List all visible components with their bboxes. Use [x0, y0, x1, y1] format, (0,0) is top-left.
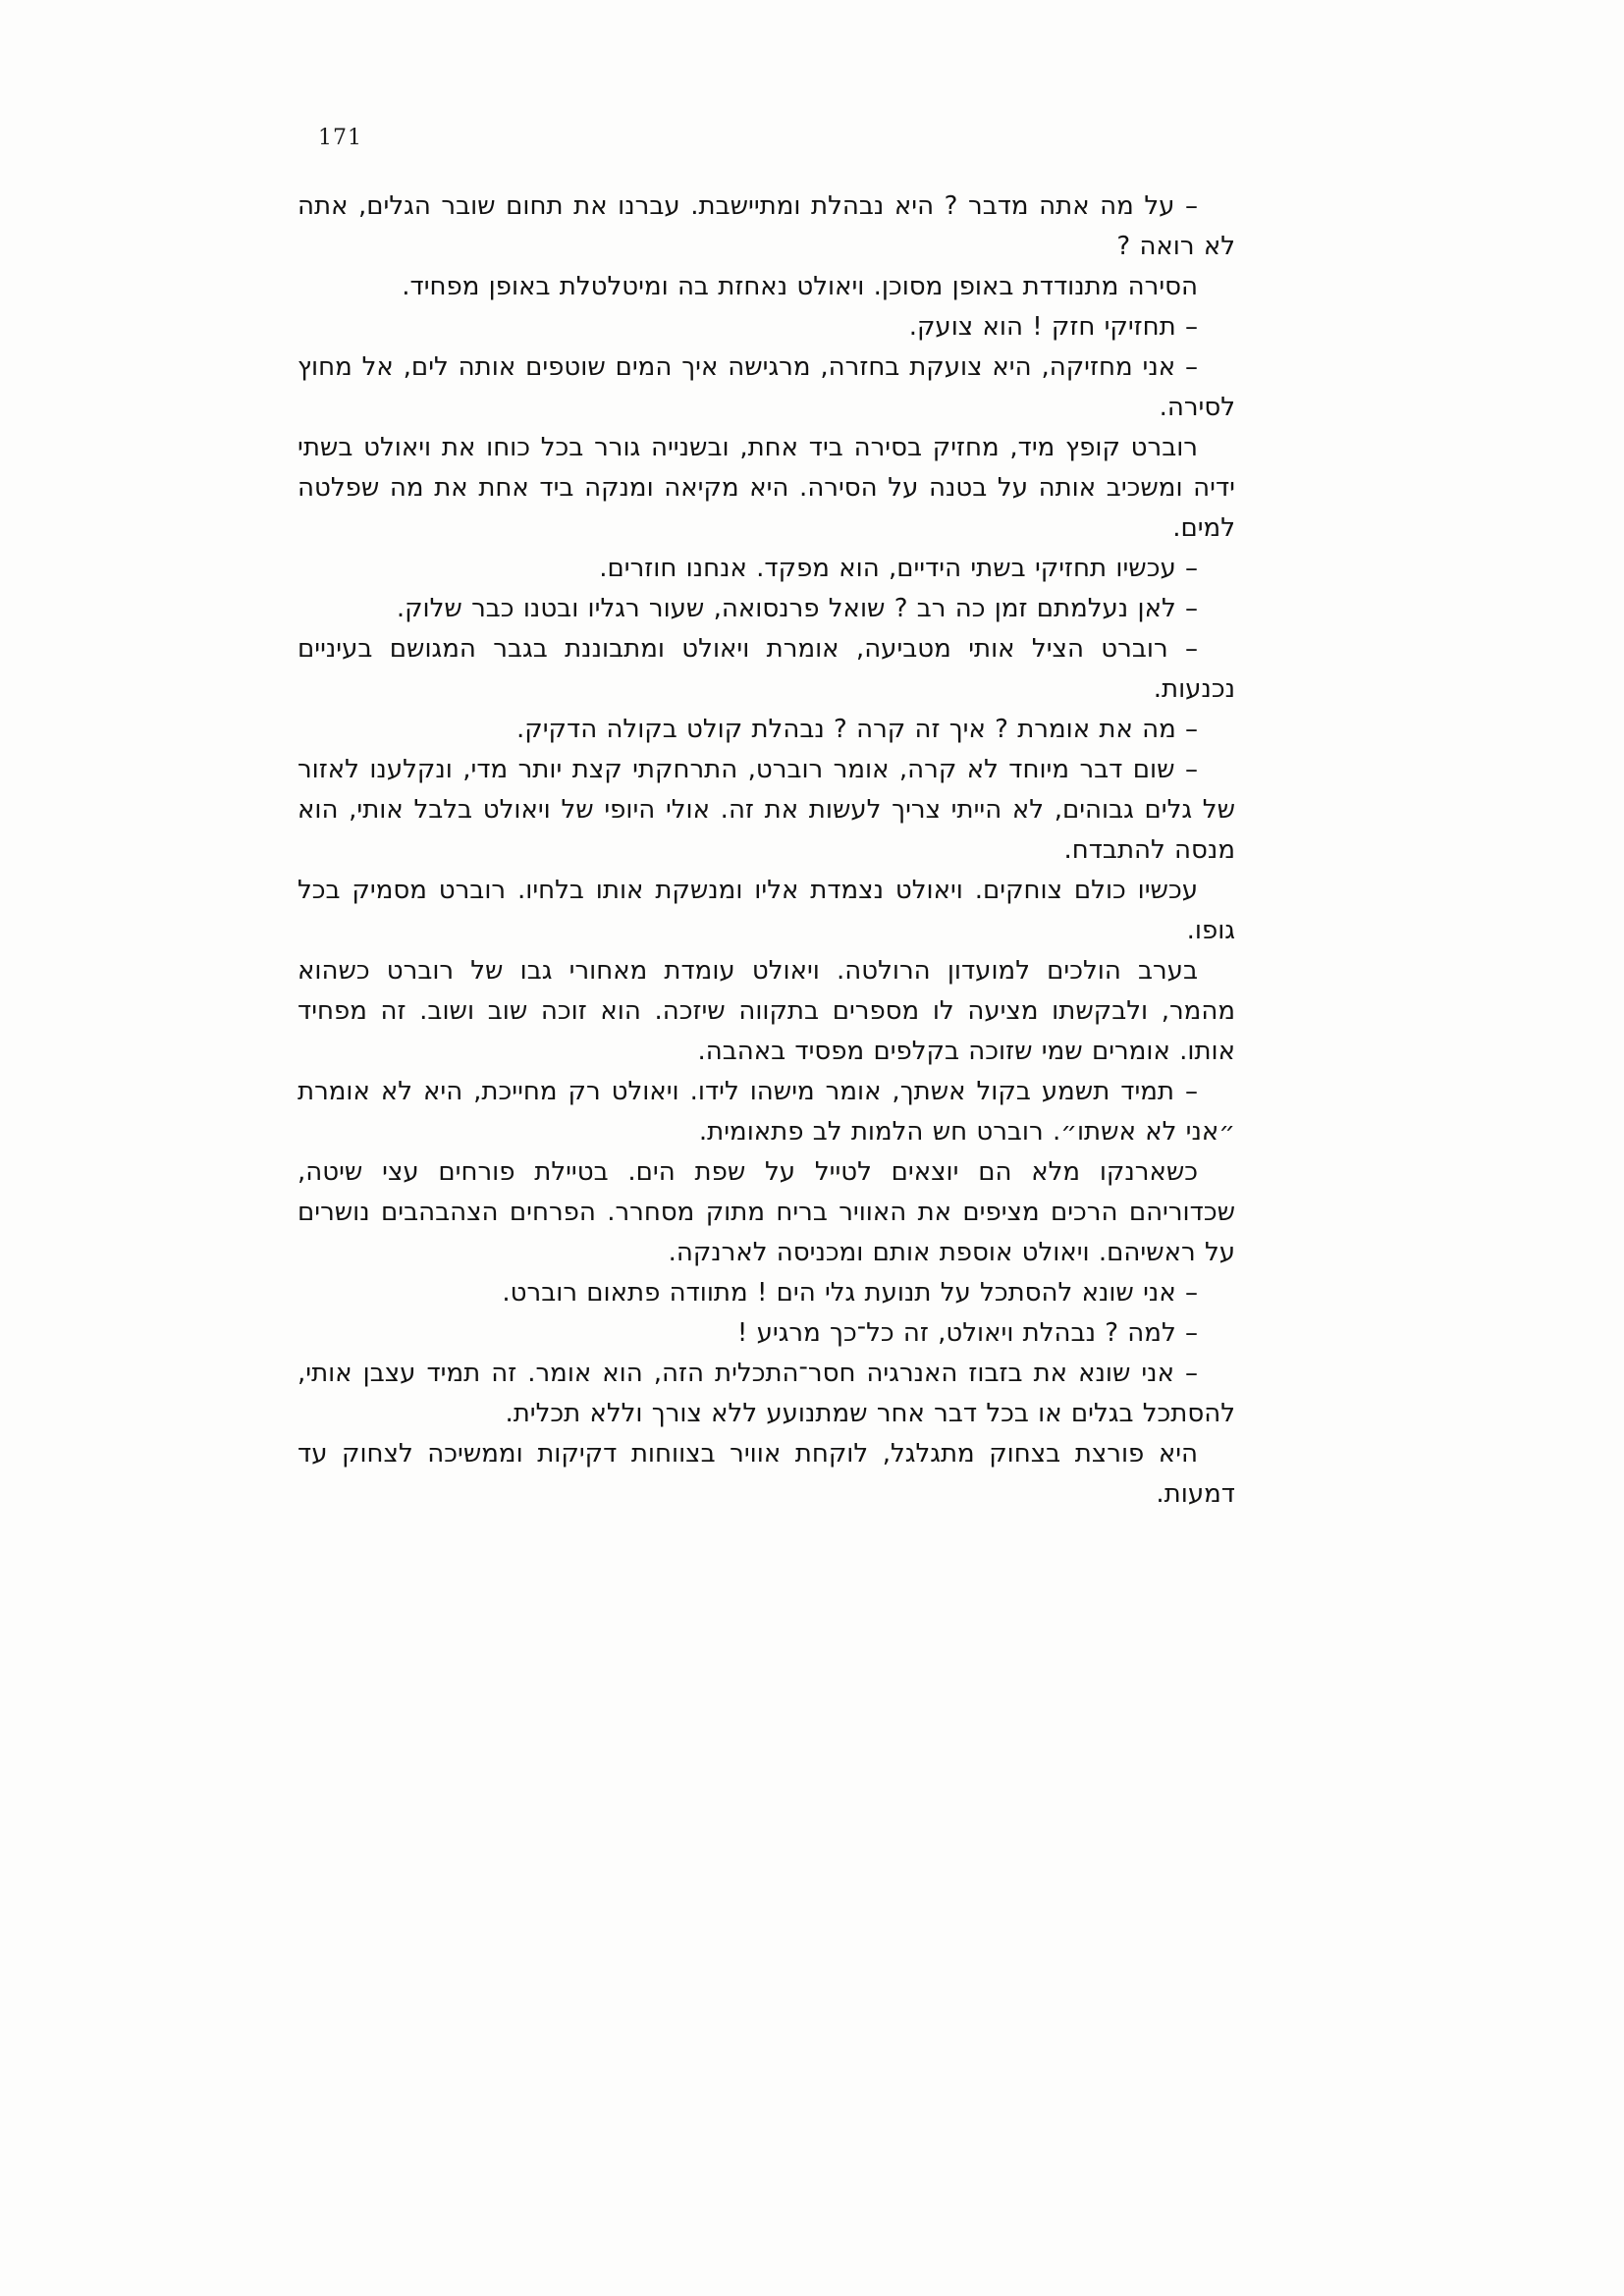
- page-number: 171: [318, 126, 362, 150]
- paragraph: – שום דבר מיוחד לא קרה, אומר רוברט, התרחקתי קצת יותר מדי, ונקלענו לאזור של גלים גבוהים, לא הייתי צריך לעשות את זה. אולי היופי של ויאולט בלבל אותי, הוא מנסה להתבדח.: [298, 755, 1235, 865]
- paragraph: – אני שונא את בזבוז האנרגיה חסר־התכלית הזה, הוא אומר. זה תמיד עצבן אותי, להסתכל בגלים או בכל דבר אחר שמתנועע ללא צורך וללא תכלית.: [298, 1359, 1235, 1428]
- body-text: [298, 187, 1235, 1515]
- paragraph: הסירה מתנודדת באופן מסוכן. ויאולט נאחזת בה ומיטלטלת באופן מפחיד.: [402, 272, 1198, 301]
- paragraph: – תחזיקי חזק ! הוא צועק.: [908, 312, 1198, 342]
- paragraph: – לאן נעלמתם זמן כה רב ? שואל פרנסואה, שעור רגליו ובטנו כבר שלוק.: [396, 594, 1198, 623]
- paragraph: – עכשיו תחזיקי בשתי הידיים, הוא מפקד. אנחנו חוזרים.: [599, 554, 1198, 583]
- paragraph: – תמיד תשמע בקול אשתך, אומר מישהו לידו. ויאולט רק מחייכת, היא לא אומרת ״אני לא אשתו״. רוברט חש הלמות לב פתאומית.: [298, 1077, 1235, 1147]
- paragraph: בערב הולכים למועדון הרולטה. ויאולט עומדת מאחורי גבו של רוברט כשהוא מהמר, ולבקשתו מציעה לו מספרים בתקווה שיזכה. הוא זוכה שוב ושוב. זה מפחיד אותו. אומרים שמי שזוכה בקלפים מפסיד באהבה.: [298, 956, 1235, 1066]
- paragraph: – מה את אומרת ? איך זה קרה ? נבהלת קולט בקולה הדקיק.: [516, 715, 1198, 744]
- paragraph: – אני מחזיקה, היא צועקת בחזרה, מרגישה איך המים שוטפים אותה לים, אל מחוץ לסירה.: [298, 352, 1235, 422]
- paragraph: היא פורצת בצחוק מתגלגל, לוקחת אוויר בצווחות דקיקות וממשיכה לצחוק עד דמעות.: [298, 1439, 1235, 1509]
- paragraph: – למה ? נבהלת ויאולט, זה כל־כך מרגיע !: [736, 1318, 1198, 1348]
- paragraph: – אני שונא להסתכל על תנועת גלי הים ! מתוודה פתאום רוברט.: [502, 1278, 1198, 1308]
- paragraph: כשארנקו מלא הם יוצאים לטייל על שפת הים. בטיילת פורחים עצי שיטה, שכדוריהם הרכים מציפים את האוויר בריח מתוק מסחרר. הפרחים הצהבהבים נושרים על ראשיהם. ויאולט אוספת אותם ומכניסה לארנקה.: [298, 1157, 1235, 1267]
- paragraph: רוברט קופץ מיד, מחזיק בסירה ביד אחת, ובשנייה גורר בכל כוחו את ויאולט בשתי ידיה ומשכיב אותה על בטנה על הסירה. היא מקיאה ומנקה ביד אחת את מה שפלטה למים.: [298, 433, 1235, 543]
- paragraph: עכשיו כולם צוחקים. ויאולט נצמדת אליו ומנשקת אותו בלחיו. רוברט מסמיק בכל גופו.: [298, 876, 1235, 945]
- paragraph: – על מה אתה מדבר ? היא נבהלת ומתיישבת. עברנו את תחום שובר הגלים, אתה לא רואה ?: [298, 191, 1235, 261]
- paragraph: – רוברט הציל אותי מטביעה, אומרת ויאולט ומתבוננת בגבר המגושם בעיניים נכנעות.: [298, 634, 1235, 704]
